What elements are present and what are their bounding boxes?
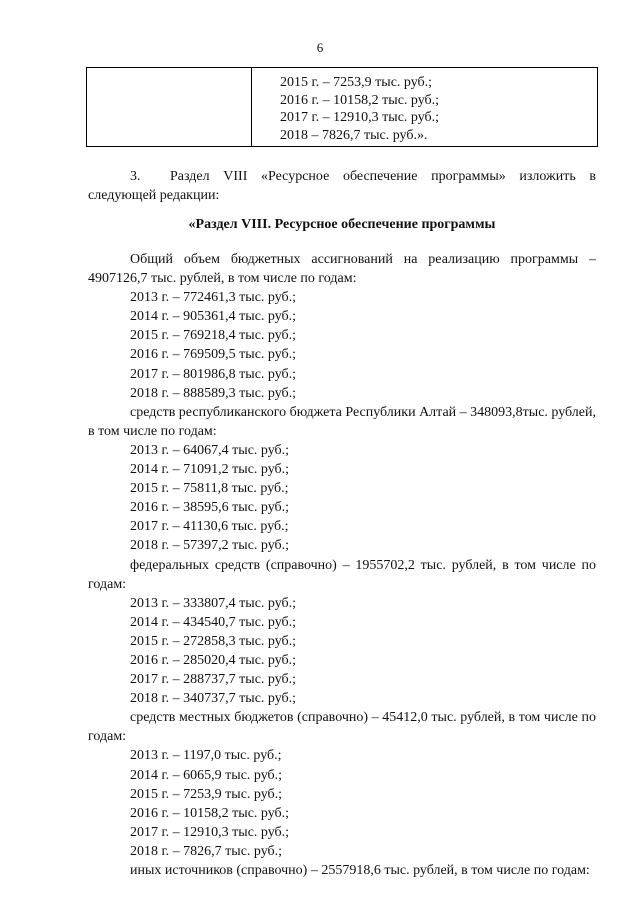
list-item: 2016 г. – 285020,4 тыс. руб.; [130, 652, 297, 668]
list-item: 2018 г. – 888589,3 тыс. руб.; [130, 385, 297, 401]
point-3-text-1: Раздел VIII «Ресурсное обеспечение программы» изложить в [170, 169, 596, 184]
table-column-divider [251, 68, 252, 146]
list-item: 2016 г. – 10158,2 тыс. руб.; [130, 805, 290, 821]
table-line: 2018 – 7826,7 тыс. руб.». [280, 127, 428, 143]
page-number: 6 [316, 40, 324, 55]
table-line: 2017 г. – 12910,3 тыс. руб.; [280, 110, 440, 125]
list-item: 2017 г. – 288737,7 тыс. руб.; [130, 672, 297, 688]
list-item: 2017 г. – 12910,3 тыс. руб.; [130, 824, 290, 840]
list-item: 2015 г. – 7253,9 тыс. руб.; [130, 786, 283, 802]
section-title: «Раздел VIII. Ресурсное обеспечение программы [188, 217, 496, 232]
list-item: 2014 г. – 71091,2 тыс. руб.; [130, 462, 290, 478]
list-item: 2018 г. – 340737,7 тыс. руб.; [130, 691, 297, 707]
other-intro: иных источников (справочно) – 2557918,6 тыс. рублей, в том числе по годам: [130, 863, 590, 878]
list-item: 2013 г. – 772461,3 тыс. руб.; [130, 290, 297, 306]
list-item: 2013 г. – 333807,4 тыс. руб.; [130, 595, 297, 611]
list-item: 2014 г. – 434540,7 тыс. руб.; [130, 614, 297, 630]
list-item: 2016 г. – 769509,5 тыс. руб.; [130, 347, 297, 363]
list-item: 2015 г. – 272858,3 тыс. руб.; [130, 633, 297, 649]
point-3-line-2: следующей редакции: [88, 188, 220, 203]
list-item: 2017 г. – 801986,8 тыс. руб.; [130, 366, 297, 382]
table-line: 2016 г. – 10158,2 тыс. руб.; [280, 92, 440, 108]
amendment-point-3 [88, 167, 596, 205]
list-item: 2018 г. – 57397,2 тыс. руб.; [130, 538, 290, 554]
list-item: 2014 г. – 6065,9 тыс. руб.; [130, 767, 283, 783]
total-intro: Общий объем бюджетных ассигнований на реализацию программы – 4907126,7 тыс. рублей, в том числе по годам: [88, 252, 596, 287]
list-item: 2015 г. – 75811,8 тыс. руб.; [130, 481, 289, 497]
republican-intro: средств республиканского бюджета Республики Алтай – 348093,8тыс. рублей, в том числе по годам: [88, 404, 596, 439]
federal-intro: федеральных средств (справочно) – 1955702,2 тыс. рублей, в том числе по годам: [88, 557, 596, 592]
funding-body [88, 250, 596, 880]
point-number: 3. [130, 169, 141, 184]
list-item: 2014 г. – 905361,4 тыс. руб.; [130, 309, 297, 325]
list-item: 2013 г. – 64067,4 тыс. руб.; [130, 442, 290, 458]
local-intro: средств местных бюджетов (справочно) – 45412,0 тыс. рублей, в том числе по годам: [88, 710, 596, 745]
table-right-cell [280, 74, 590, 144]
list-item: 2018 г. – 7826,7 тыс. руб.; [130, 843, 283, 859]
list-item: 2016 г. – 38595,6 тыс. руб.; [130, 500, 290, 516]
list-item: 2013 г. – 1197,0 тыс. руб.; [130, 748, 282, 764]
table-line: 2015 г. – 7253,9 тыс. руб.; [280, 75, 433, 90]
point-3-line-1 [88, 167, 596, 186]
list-item: 2015 г. – 769218,4 тыс. руб.; [130, 328, 297, 344]
continued-table [86, 67, 598, 147]
list-item: 2017 г. – 41130,6 тыс. руб.; [130, 519, 289, 535]
